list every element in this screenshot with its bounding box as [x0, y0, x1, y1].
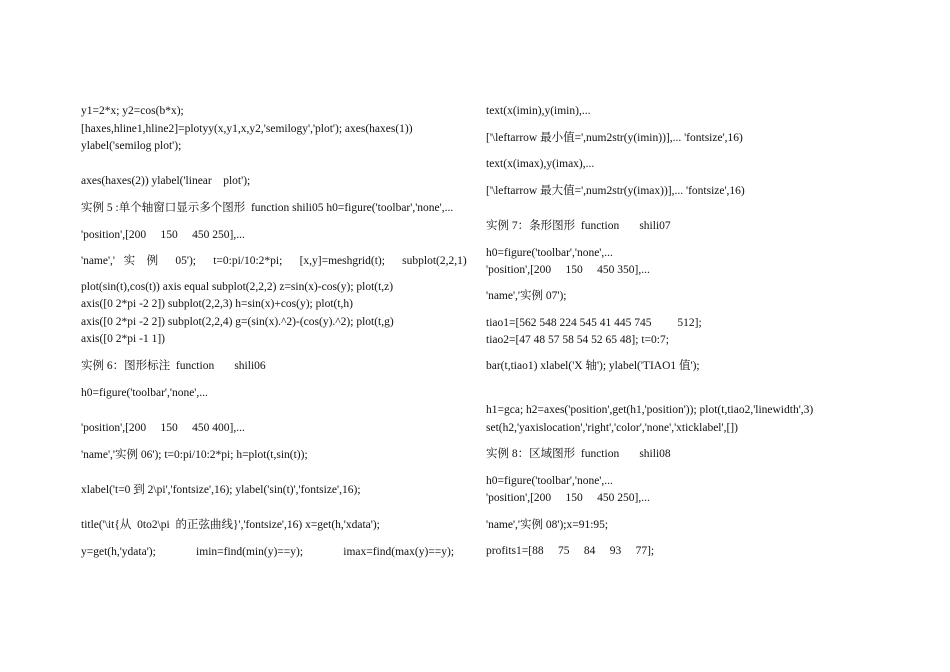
code-line: 'position',[200 150 450 400],...	[81, 422, 245, 434]
code-line: 'name','实例 08');x=91:95;	[486, 519, 609, 531]
code-line: plot(sin(t),cos(t)) axis equal subplot(2,2,2) z=sin(x)-cos(y); plot(t,z)	[81, 281, 394, 293]
code-line: [haxes,hline1,hline2]=plotyy(x,y1,x,y2,'semilogy','plot'); axes(haxes(1))	[81, 123, 413, 135]
code-line: title('\it{从 0to2\pi 的正弦曲线}','fontsize',16) x=get(h,'xdata');	[81, 519, 380, 531]
code-line: 'position',[200 150 450 250],...	[486, 492, 650, 504]
code-line: xlabel('t=0 到 2\pi','fontsize',16); ylabel('sin(t)','fontsize',16);	[81, 484, 361, 496]
code-line: h0=figure('toolbar','none',...	[486, 475, 613, 487]
code-line: axis([0 2*pi -2 2]) subplot(2,2,3) h=sin(x)+cos(y); plot(t,h)	[81, 298, 353, 310]
code-line: ['\leftarrow 最大值=',num2str(y(imax))],... 'fontsize',16)	[486, 185, 745, 197]
code-line: set(h2,'yaxislocation','right','color','none','xticklabel',[])	[486, 422, 738, 434]
code-line: tiao2=[47 48 57 58 54 52 65 48]; t=0:7;	[486, 334, 669, 346]
example-heading-5: 实例 5 :单个轴窗口显示多个图形 function shili05 h0=figure('toolbar','none',...	[81, 202, 454, 214]
code-line: bar(t,tiao1) xlabel('X 轴'); ylabel('TIAO1 值');	[486, 360, 700, 372]
code-line: y1=2*x; y2=cos(b*x);	[81, 105, 184, 117]
code-line: tiao1=[562 548 224 545 41 445 745 512];	[486, 317, 702, 329]
code-line: y=get(h,'ydata'); imin=find(min(y)==y); imax=find(max(y)==y);	[81, 546, 455, 558]
example-heading-8: 实例 8：区域图形 function shili08	[486, 448, 671, 460]
code-line: ylabel('semilog plot');	[81, 140, 182, 152]
code-line: 'position',[200 150 450 350],...	[486, 264, 650, 276]
code-line: 'position',[200 150 450 250],...	[81, 229, 245, 241]
code-line: text(x(imax),y(imax),...	[486, 158, 595, 170]
code-line: axes(haxes(2)) ylabel('linear plot');	[81, 175, 251, 187]
code-line: axis([0 2*pi -2 2]) subplot(2,2,4) g=(sin(x).^2)-(cos(y).^2); plot(t,g)	[81, 316, 394, 328]
code-line: 'name','实例 07');	[486, 290, 567, 302]
code-line: profits1=[88 75 84 93 77];	[486, 545, 655, 557]
code-line: ['\leftarrow 最小值=',num2str(y(imin))],... 'fontsize',16)	[486, 132, 743, 144]
code-line: axis([0 2*pi -1 1])	[81, 333, 165, 345]
code-line: h0=figure('toolbar','none',...	[486, 247, 613, 259]
code-line: h1=gca; h2=axes('position',get(h1,'position')); plot(t,tiao2,'linewidth',3)	[486, 404, 814, 416]
code-line: text(x(imin),y(imin),...	[486, 105, 591, 117]
example-heading-7: 实例 7：条形图形 function shili07	[486, 220, 671, 232]
code-line: 'name',' 实 例 05'); t=0:pi/10:2*pi; [x,y]=meshgrid(t); subplot(2,2,1)	[81, 255, 467, 267]
example-heading-6: 实例 6：图形标注 function shili06	[81, 360, 266, 372]
code-line: h0=figure('toolbar','none',...	[81, 387, 208, 399]
code-line: 'name','实例 06'); t=0:pi/10:2*pi; h=plot(t,sin(t));	[81, 449, 308, 461]
